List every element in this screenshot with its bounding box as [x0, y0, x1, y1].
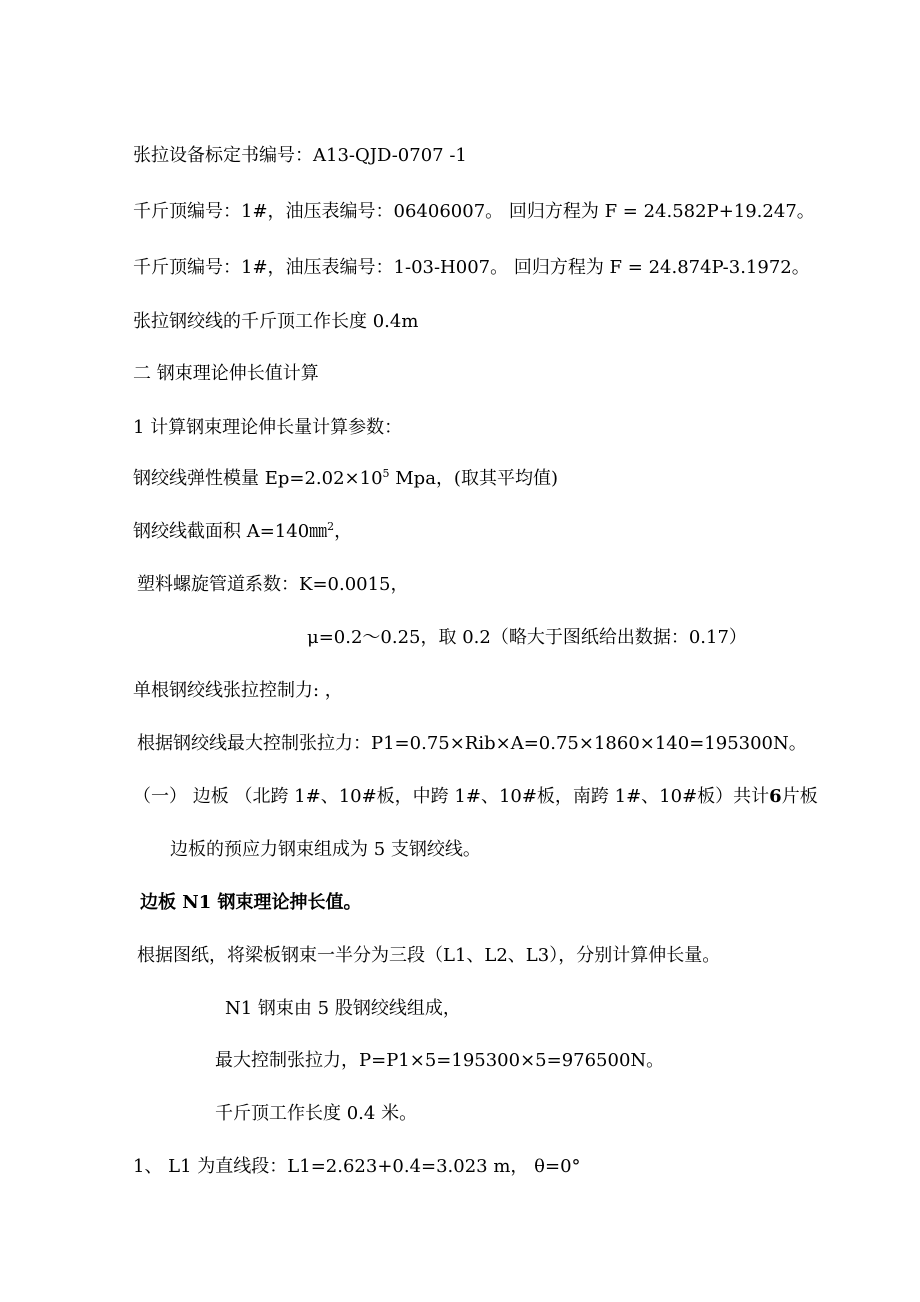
single-strand-force-line: 单根钢绞线张拉控制力: ，	[133, 680, 343, 701]
edge-slab-composition-line: 边板的预应力钢束组成为 5 支钢绞线。	[170, 839, 481, 860]
jack-2-regression-line: 千斤顶编号：1#，油压表编号：1-03-H007。 回归方程为 F = 24.874P-3.1972。	[133, 257, 810, 278]
elastic-modulus-unit: Mpa，(取其平均值)	[389, 468, 558, 489]
edge-slab-unit: 片板	[781, 786, 818, 807]
jack-length-line: 千斤顶工作长度 0.4 米。	[215, 1103, 418, 1124]
jack-1-regression-line: 千斤顶编号：1#，油压表编号：06406007。 回归方程为 F = 24.582P+19.247。	[133, 201, 815, 222]
jack-working-length-line: 张拉钢绞线的千斤顶工作长度 0.4m	[133, 311, 419, 332]
cross-section-area-exponent: 2	[327, 520, 335, 533]
cross-section-area-text: 钢绞线截面积 A=140㎜	[133, 521, 328, 542]
edge-slab-heading	[133, 785, 818, 809]
edge-slab-count: 6	[769, 786, 782, 807]
cross-section-area-suffix: ，	[334, 521, 353, 542]
parameters-heading: 1 计算钢束理论伸长量计算参数：	[133, 417, 403, 438]
friction-coefficient-line: μ=0.2～0.25，取 0.2（略大于图纸给出数据：0.17）	[307, 627, 747, 648]
n1-strand-count-line: N1 钢束由 5 股钢绞线组成，	[225, 998, 461, 1019]
edge-slab-heading-text: （一） 边板 （北跨 1#、10#板，中跨 1#、10#板，南跨 1#、10#板）共计	[133, 786, 770, 807]
max-control-force-line: 根据钢绞线最大控制张拉力：P1=0.75×Rib×A=0.75×1860×140=195300N。	[137, 733, 807, 754]
n1-elongation-heading: 边板 N1 钢束理论抻长值。	[140, 892, 362, 913]
calibration-number-line: 张拉设备标定书编号：A13-QJD-0707 -1	[133, 145, 467, 166]
section-two-heading: 二 钢束理论伸长值计算	[133, 363, 319, 384]
elastic-modulus-text: 钢绞线弹性模量 Ep=2.02×10	[133, 468, 383, 489]
duct-coefficient-line: 塑料螺旋管道系数：K=0.0015，	[137, 574, 409, 595]
segment-division-line: 根据图纸，将梁板钢束一半分为三段（L1、L2、L3），分别计算伸长量。	[137, 945, 721, 966]
l1-straight-segment-line: 1、 L1 为直线段：L1=2.623+0.4=3.023 m， θ=0°	[133, 1156, 581, 1177]
cross-section-area-line	[133, 520, 352, 544]
elastic-modulus-line	[133, 467, 558, 491]
elastic-modulus-exponent: 5	[382, 467, 390, 480]
n1-max-force-line: 最大控制张拉力，P=P1×5=195300×5=976500N。	[215, 1050, 665, 1071]
